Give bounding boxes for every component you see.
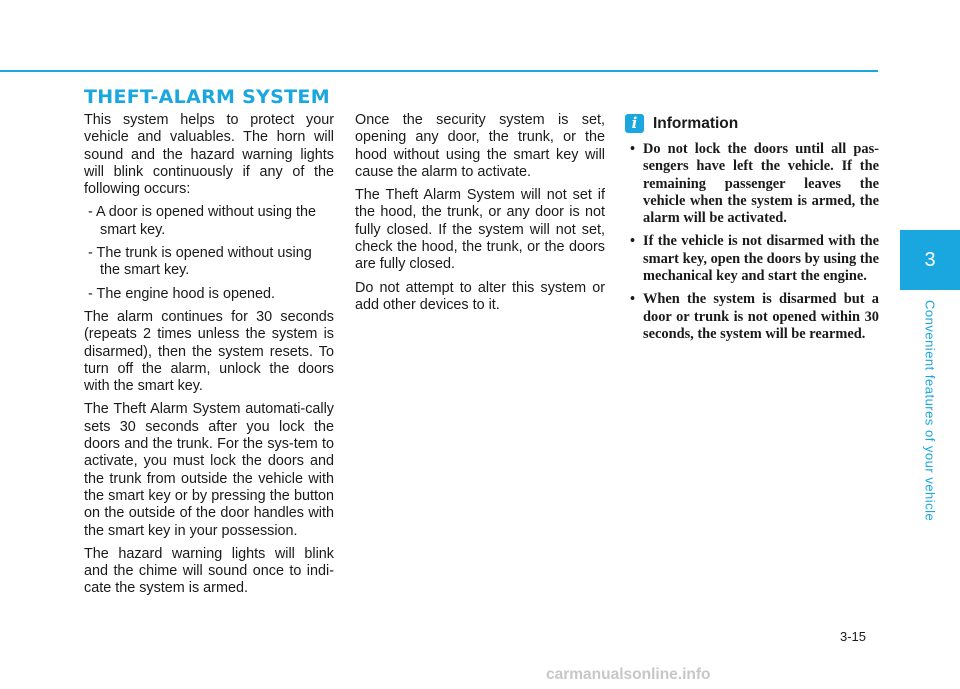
warning-paragraph: Do not attempt to alter this system or add other devices to it. xyxy=(355,279,605,313)
trigger-item-hood: - The engine hood is opened. xyxy=(88,285,275,302)
alarm-duration-paragraph: The alarm continues for 30 seconds (repeats 2 times unless the system is disarmed), then the system resets. To turn off the alarm, unlock the doors with the smart key. xyxy=(84,308,334,395)
information-header xyxy=(625,114,879,133)
column-middle xyxy=(355,112,605,320)
information-title: Information xyxy=(653,114,739,132)
chapter-number: 3 xyxy=(924,249,936,271)
trigger-item-trunk: - The trunk is opened without using the smart key. xyxy=(88,245,312,279)
top-rule xyxy=(0,70,878,72)
information-bullet: • If the vehicle is not disarmed with the smart key, open the doors by using the mechanical key and start the engine. xyxy=(625,233,879,285)
section-title: THEFT-ALARM SYSTEM xyxy=(84,86,330,108)
chapter-label: Convenient features of your vehicle xyxy=(922,300,938,522)
intro-paragraph: This system helps to protect your vehicle and valuables. The horn will sound and the hazard warning lights will blink continuously if any of the following occurs: xyxy=(84,112,334,198)
chapter-tab xyxy=(900,230,960,290)
watermark: carmanualsonline.info xyxy=(546,666,711,683)
armed-indication-paragraph: The hazard warning lights will blink and the chime will sound once to indi-cate the system is armed. xyxy=(84,545,334,597)
information-box xyxy=(625,114,879,349)
trigger-item-door: - A door is opened without using the smart key. xyxy=(88,204,317,238)
information-icon: i xyxy=(625,114,644,133)
page-number: 3-15 xyxy=(840,629,867,644)
not-set-paragraph: The Theft Alarm System will not set if the hood, the trunk, or any door is not fully closed. If the system will not set, check the hood, the trunk, or the doors are fully closed. xyxy=(355,187,605,273)
information-list xyxy=(625,141,879,343)
activation-paragraph: Once the security system is set, opening any door, the trunk, or the hood without using the smart key will cause the alarm to activate. xyxy=(355,112,605,180)
auto-set-paragraph: The Theft Alarm System automati-cally sets 30 seconds after you lock the doors and the trunk. For the sys-tem to activate, you must lock the doors and the trunk from outside the vehicle with the smart key or by pressing the button on the outside of the door handles with the smart key in your possession. xyxy=(84,401,334,539)
information-bullet: • When the system is disarmed but a door or trunk is not opened within 30 seconds, the system will be rearmed. xyxy=(625,291,879,343)
column-left xyxy=(84,112,334,604)
information-bullet: • Do not lock the doors until all pas-sengers have left the vehicle. If the remaining passenger leaves the vehicle when the system is armed, the alarm will be activated. xyxy=(625,141,879,227)
